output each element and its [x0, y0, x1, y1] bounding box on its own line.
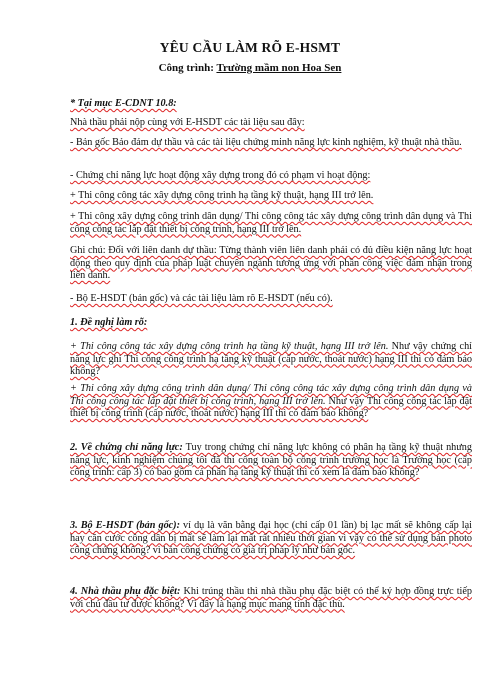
- paragraph-question-civil: + Thi công xây dựng công trình dân dụng/ Thi công công tác xây dựng công trình dân dụng và Thi công công tác lắp đặt thiết bị công trình, hạng III trở lên. Như vậy Thi công công tác lắp đặt thiết bị công trình (cấp nước, thoát nước) hạng III thì có đảm bảo không?: [70, 383, 472, 420]
- document-subtitle: [0, 62, 500, 74]
- paragraph-question-certificate: 2. Về chứng chỉ năng lực: Tuy trong chứng chỉ năng lực không có phân hạ tầng kỹ thuật nhưng năng lực, kinh nghiệm chúng tôi đã thi công toàn bộ công trình trường học là Trường học (cấp công trình: cấp 3) có bao gồm cả phân hạ tầng kỹ thuật thì có xem là đảm bảo không?: [70, 442, 472, 479]
- subtitle-prefix: Công trình:: [158, 62, 217, 74]
- paragraph-civil-requirement: + Thi công xây dựng công trình dân dụng/ Thi công công tác xây dựng công trình dân dụng và Thi công công tác lắp đặt thiết bị công trình, hạng III trở lên.: [70, 211, 472, 235]
- paragraph-intro: Nhà thầu phải nộp cùng với E-HSDT các tài liệu sau đây:: [70, 117, 305, 128]
- paragraph-question-original-dossier: 3. Bộ E-HSDT (bản gốc): ví dụ là văn bằng đại học (chỉ cấp 01 lần) bị lạc mất sẽ không cấp lại hay căn cước công dân bị mất sẽ làm lại mất rất nhiều thời gian vì vậy có thể sử dụng bản photo công chứng không? vì bản công chứng có giá trị pháp lý như bản gốc.: [70, 520, 472, 557]
- paragraph-joint-venture-note: Ghi chú: Đối với liên danh dự thầu: Từng thành viên liên danh phải có đủ điều kiện năng lực hoạt động theo quy định của pháp luật chuyên ngành tương ứng với phần công việc đảm nhận trong liên danh.: [70, 245, 472, 282]
- paragraph-capability-certificate: - Chứng chỉ năng lực hoạt động xây dựng trong đó có phạm vi hoạt động:: [70, 170, 371, 181]
- paragraph-question-subcontractor: 4. Nhà thầu phụ đặc biệt: Khi trúng thầu thì nhà thầu phụ đặc biệt có thể ký hợp đồng trực tiếp với chủ đầu tư được không? Vì đây là hạng mục mang tính đặc thù.: [70, 586, 472, 610]
- paragraph-bid-dossier: - Bộ E-HSDT (bản gốc) và các tài liệu làm rõ E-HSDT (nếu có).: [70, 293, 333, 304]
- heading-clarification-request: 1. Đề nghị làm rõ:: [70, 317, 148, 328]
- project-name: Trường mầm non Hoa Sen: [216, 62, 342, 74]
- paragraph-bid-security: - Bản gốc Bảo đảm dự thầu và các tài liệu chứng minh năng lực kinh nghiệm, kỹ thuật nhà thầu.: [70, 137, 462, 148]
- section-heading: * Tại mục E-CDNT 10.8:: [70, 98, 177, 109]
- paragraph-question-infrastructure: + Thi công công tác xây dựng công trình hạ tầng kỹ thuật, hạng III trở lên. Như vậy chứng chỉ năng lực ghi Thi công công trình hạ tầng kỹ thuật (cấp nước, thoát nước) hạng III thì có đảm bảo không?: [70, 341, 473, 378]
- document-title: YÊU CẦU LÀM RÕ E-HSMT: [159, 40, 341, 55]
- paragraph-infrastructure-requirement: + Thi công công tác xây dựng công trình hạ tầng kỹ thuật, hạng III trở lên.: [70, 190, 374, 201]
